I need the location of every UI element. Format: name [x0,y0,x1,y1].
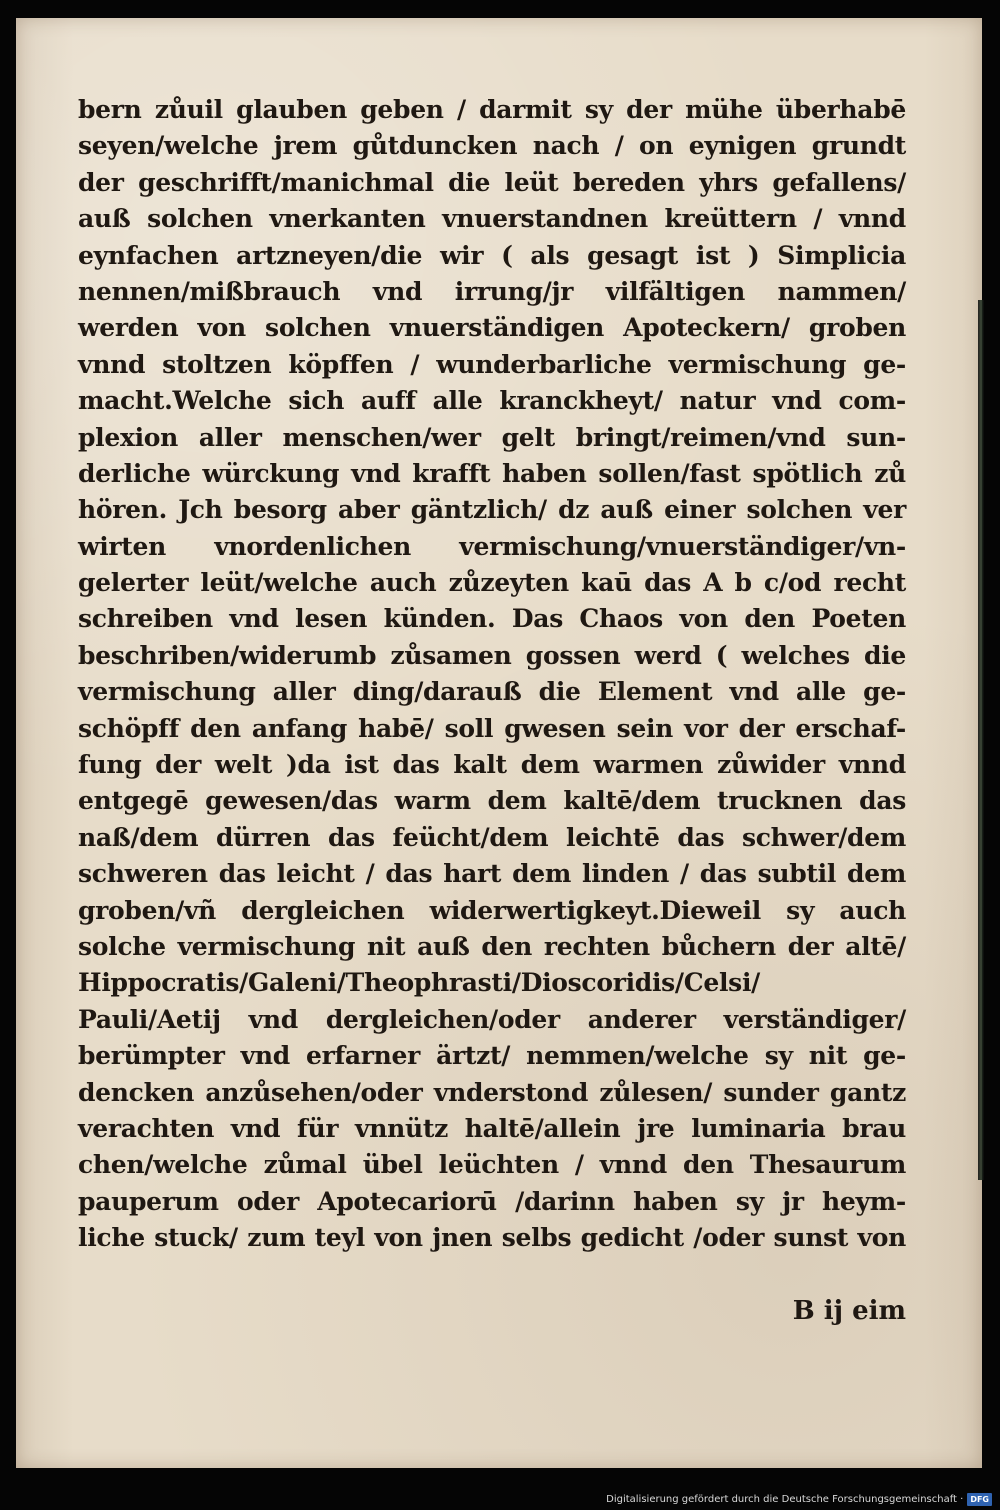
text-line: werden von solchen vnuerständigen Apoteckern/ groben [78,313,906,343]
footer-credit: Digitalisierung gefördert durch die Deutsche Forschungsgemeinschaft · [606,1494,964,1505]
text-line: schreiben vnd lesen künden. Das Chaos von den Poeten [78,604,906,634]
text-line: entgegē gewesen/das warm dem kaltē/dem trucknen das [78,786,906,816]
text-line: schöpff den anfang habē/ soll gwesen sein vor der erschaf- [78,713,906,743]
text-line: macht.Welche sich auff alle kranckheyt/ natur vnd com- [78,386,906,416]
text-line: liche stuck/ zum teyl von jnen selbs gedicht /oder sunst von [78,1223,906,1253]
text-line: gelerter leüt/welche auch zůzeyten kaū das A b c/od recht [78,568,906,598]
text-line: der geschrifft/manichmal die leüt bereden yhrs gefallens/ [78,167,906,197]
text-line: hören. Jch besorg aber gäntzlich/ dz auß einer solchen ver [78,495,906,525]
text-line: bern zůuil glauben geben / darmit sy der mühe überhabē [78,95,906,124]
text-line: berümpter vnd erfarner ärtzt/ nemmen/welche sy nit ge- [78,1041,906,1071]
text-line: derliche würckung vnd krafft haben sollen/fast spötlich zů [78,458,906,488]
text-line: beschriben/widerumb zůsamen gossen werd ( welches die [78,640,906,670]
text-line: schweren das leicht / das hart dem linden / das subtil dem [78,859,906,889]
text-line: chen/welche zůmal übel leüchten / vnnd den Thesaurum [78,1150,906,1180]
text-line: solche vermischung nit auß den rechten bůchern der altē/ [78,931,906,961]
text-line: vermischung aller ding/darauß die Element vnd alle ge- [78,677,906,707]
text-line: dencken anzůsehen/oder vnderstond zůlesen/ sunder gantz [78,1077,906,1107]
text-line: wirten vnordenlichen vermischung/vnuerständiger/vn- [78,531,906,561]
text-line: vnnd stoltzen köpffen / wunderbarliche vermischung ge- [78,349,906,379]
text-line: naß/dem dürren das feücht/dem leichtē das schwer/dem [78,822,906,852]
text-line: Pauli/Aetij vnd dergleichen/oder anderer verständiger/ [78,1004,906,1034]
text-line: pauperum oder Apotecariorū /darinn haben sy jr heym- [78,1186,906,1216]
dfg-logo-icon: DFG [967,1493,992,1506]
page-edge-shadow [978,300,984,1180]
text-line: groben/vñ dergleichen widerwertigkeyt.Dieweil sy auch [78,895,906,925]
text-line: auß solchen vnerkanten vnuerstandnen kreüttern / vnnd [78,204,906,234]
text-line: Hippocratis/Galeni/Theophrasti/Dioscoridis/Celsi/ [78,968,760,998]
body-text [78,92,906,1257]
text-line: seyen/welche jrem gůtduncken nach / on eynigen grundt [78,131,906,161]
signature-catchword: B ij eim [792,1296,906,1326]
text-line: verachten vnd für vnnütz haltē/allein jre luminaria brau [78,1113,906,1143]
text-line: nennen/mißbrauch vnd irrung/jr vilfältigen nammen/ [78,276,906,306]
digitization-footer [606,1493,992,1506]
text-line: eynfachen artzneyen/die wir ( als gesagt ist ) Simplicia [78,240,906,270]
text-line: fung der welt )da ist das kalt dem warmen zůwider vnnd [78,750,906,780]
text-line: plexion aller menschen/wer gelt bringt/reimen/vnd sun- [78,422,906,452]
